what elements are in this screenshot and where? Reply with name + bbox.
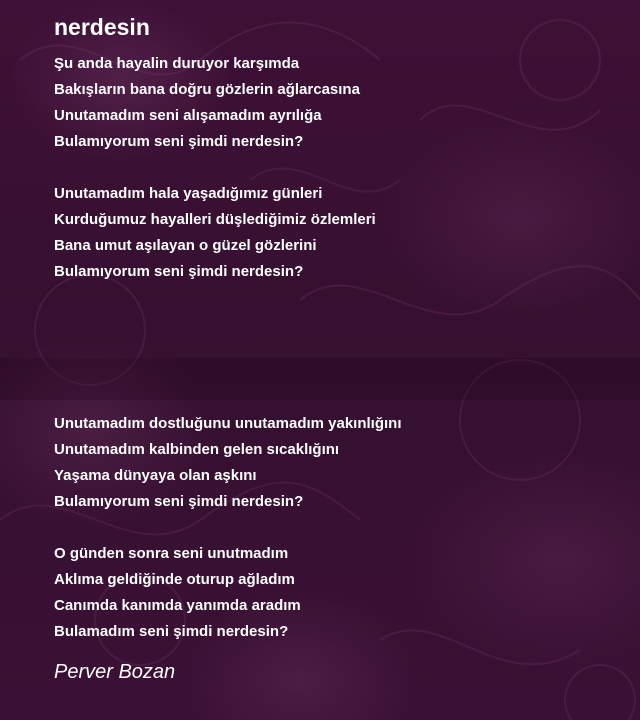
poem-line: Kurduğumuz hayalleri düşlediğimiz özlemleri (54, 211, 376, 228)
poem-line: Bana umut aşılayan o güzel gözlerini (54, 237, 317, 254)
poem-line: Bulamıyorum seni şimdi nerdesin? (54, 133, 304, 150)
poem-title: nerdesin (54, 14, 150, 40)
poem-line: Unutamadım hala yaşadığımız günleri (54, 185, 323, 202)
poem-author: Perver Bozan (54, 661, 176, 683)
background-band (0, 358, 640, 400)
poem-line: Unutamadım dostluğunu unutamadım yakınlığını (54, 415, 402, 432)
poem-line: Bakışların bana doğru gözlerin ağlarcasına (54, 81, 360, 98)
poem-line: Bulamadım seni şimdi nerdesin? (54, 623, 289, 640)
stanza-1 (54, 51, 360, 155)
poem-line: Bulamıyorum seni şimdi nerdesin? (54, 493, 304, 510)
poem-line: Aklıma geldiğinde oturup ağladım (54, 571, 295, 588)
stanza-4 (54, 541, 301, 645)
poem-line: Yaşama dünyaya olan aşkını (54, 467, 257, 484)
poem-line: Unutamadım seni alışamadım ayrılığa (54, 107, 322, 124)
poem-line: Canımda kanımda yanımda aradım (54, 597, 301, 614)
poem-line: Şu anda hayalin duruyor karşımda (54, 55, 300, 72)
stanza-3 (54, 411, 402, 515)
poem-line: O günden sonra seni unutmadım (54, 545, 289, 562)
poem-line: Bulamıyorum seni şimdi nerdesin? (54, 263, 304, 280)
poem-line: Unutamadım kalbinden gelen sıcaklığını (54, 441, 340, 458)
stanza-2 (54, 181, 376, 285)
